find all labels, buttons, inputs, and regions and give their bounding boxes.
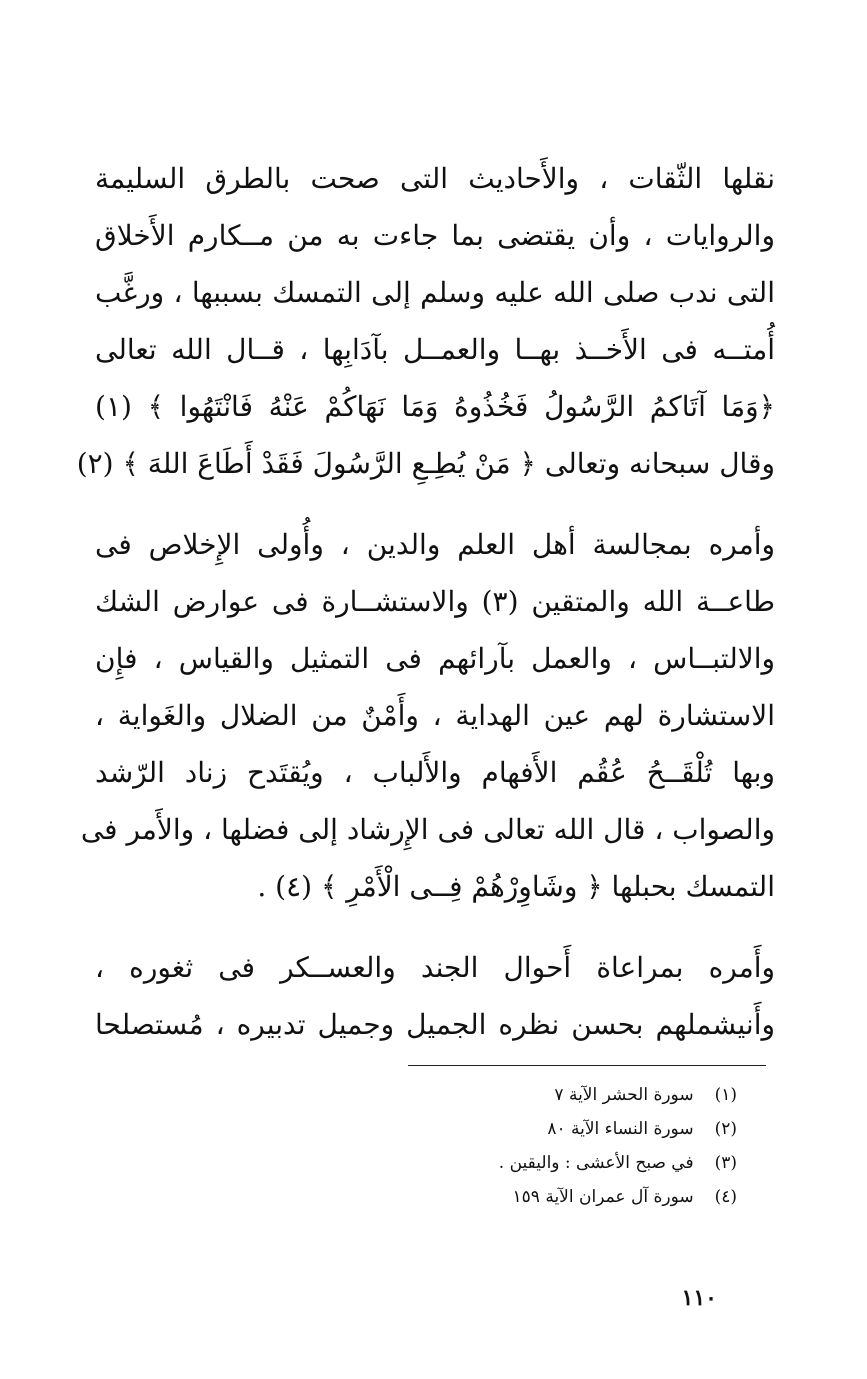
paragraph-gap (95, 915, 775, 939)
footnote-text: سورة الحشر الآية ٧ (554, 1085, 694, 1105)
footnote-text: في صبح الأعشى : واليقين . (498, 1153, 694, 1173)
text-line: وأَمره بمراعاة أَحوال الجند والعســكر فى ثغوره ، (95, 951, 775, 984)
footnote-number: (٢) (714, 1119, 737, 1139)
quran-verse-line: ﴿وَمَا آتَاكمُ الرَّسُولُ فَخُذُوهُ وَمَا نَهَاكُمْ عَنْهُ فَانْتَهُوا ﴾ (١) (95, 390, 775, 423)
text-line: والروايات ، وأن يقتضى بما جاءت به من مــكارم الأَخلاق (95, 219, 775, 252)
footnote-number: (٤) (714, 1187, 737, 1207)
quran-verse-line: وقال سبحانه وتعالى ﴿ مَنْ يُطِـعِ الرَّسُولَ فَقَدْ أَطَاعَ اللهَ ﴾ (٢) (76, 447, 775, 480)
page-body (76, 150, 775, 1053)
paragraph-3 (95, 939, 775, 1053)
footnote-item (337, 1180, 737, 1214)
text-line: والالتبــاس ، والعمل بآرائهم فى التمثيل والقياس ، فإِن (95, 642, 775, 675)
paragraph-gap (95, 492, 775, 516)
text-line: أُمتــه فى الأَخــذ بهــا والعمــل بآدَابِها ، قــال الله تعالى (95, 333, 775, 366)
text-line: التى ندب صلى الله عليه وسلم إلى التمسك بسببها ، ورغَّب (95, 276, 775, 309)
text-line: طاعــة الله والمتقين (٣) والاستشــارة فى عوارض الشك (95, 585, 775, 618)
footnote-number: (١) (714, 1085, 737, 1105)
paragraph-1 (76, 150, 775, 492)
footnote-item (337, 1078, 737, 1112)
text-line: وأمره بمجالسة أهل العلم والدين ، وأُولى الإِخلاص فى (95, 528, 775, 561)
footnote-text: سورة آل عمران الآية ١٥٩ (512, 1187, 694, 1207)
text-line: الاستشارة لهم عين الهداية ، وأَمْنٌ من الضلال والغَواية ، (95, 699, 775, 732)
footnote-text: سورة النساء الآية ٨٠ (547, 1119, 694, 1139)
paragraph-2 (80, 516, 775, 915)
footnotes (337, 1078, 737, 1214)
page-number: ١١٠ (681, 1285, 717, 1311)
footnote-item (337, 1146, 737, 1180)
text-line: وبها تُلْقَــحُ عُقُم الأَفهام والأَلباب ، ويُقتَدح زناد الرّشد (95, 756, 775, 789)
quran-verse-line: التمسك بحبلها ﴿ وشَاوِرْهُمْ فِــى الْأَمْرِ ﴾ (٤) . (257, 870, 775, 903)
text-line: نقلها الثّقات ، والأَحاديث التى صحت بالطرق السليمة (95, 162, 775, 195)
text-line: والصواب ، قال الله تعالى فى الإِرشاد إلى فضلها ، والأَمر فى (80, 813, 775, 846)
footnote-divider (408, 1065, 766, 1066)
footnote-number: (٣) (714, 1153, 737, 1173)
footnote-item (337, 1112, 737, 1146)
text-line: وأَنيشملهم بحسن نظره الجميل وجميل تدبيره ، مُستصلحا (95, 1008, 775, 1041)
